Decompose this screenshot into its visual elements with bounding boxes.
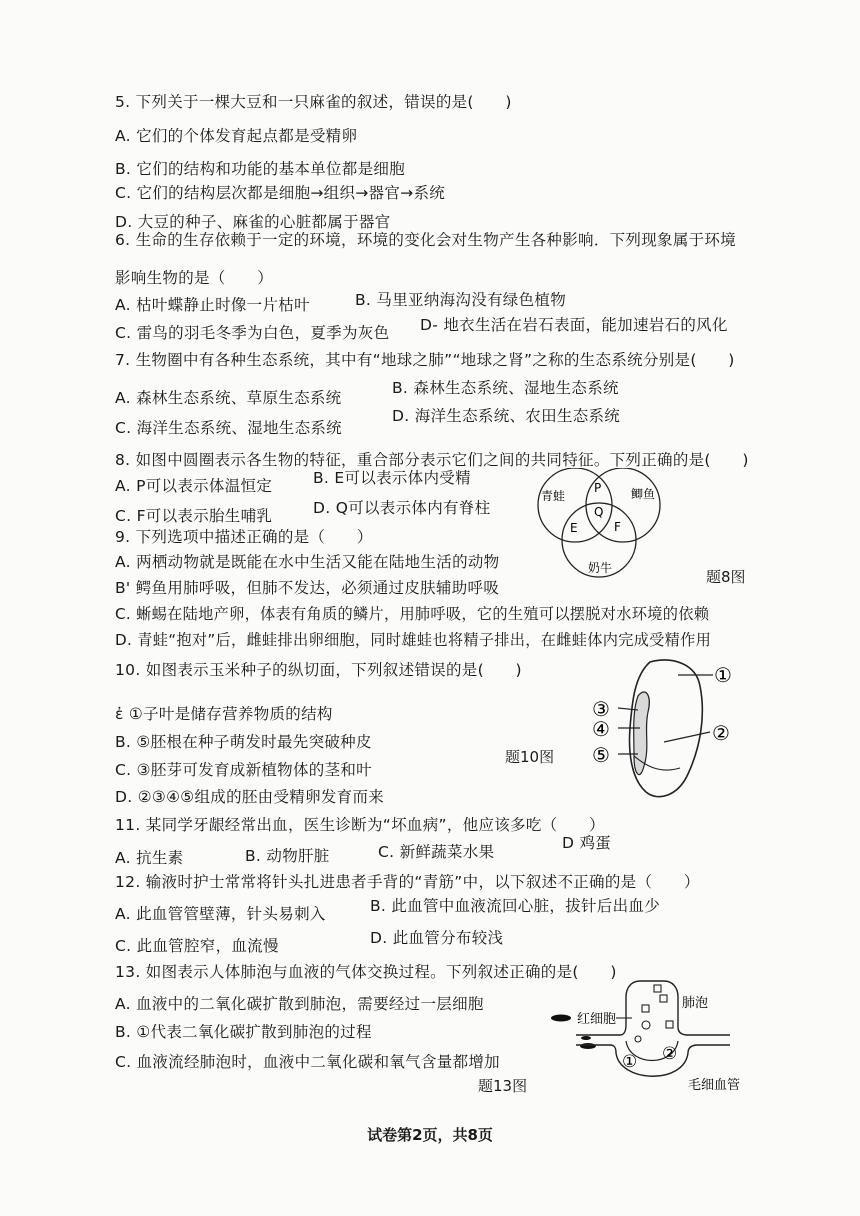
q7-stem: 7. 生物圈中有各种生态系统，其中有“地球之肺”“地球之肾”之称的生态系统分别是( ) bbox=[115, 351, 735, 369]
venn-label-cow: 奶牛 bbox=[588, 561, 613, 575]
q6-option-b: B. 马里亚纳海沟没有绿色植物 bbox=[355, 291, 566, 309]
figure-13-caption: 题13图 bbox=[478, 1077, 528, 1095]
q9-option-a: A. 两栖动物就是既能在水中生活又能在陆地生活的动物 bbox=[115, 553, 500, 571]
q5-stem: 5. 下列关于一棵大豆和一只麻雀的叙述，错误的是( ) bbox=[115, 93, 512, 111]
q12-option-d: D. 此血管分布较浅 bbox=[370, 929, 504, 947]
rbc-top bbox=[551, 1015, 571, 1022]
q6-stem-line2: 影响生物的是（ ） bbox=[115, 269, 274, 287]
q13-option-b: B. ①代表二氧化碳扩散到肺泡的过程 bbox=[115, 1023, 372, 1041]
seed-label-1: ① bbox=[714, 663, 732, 687]
q7-option-a: A. 森林生态系统、草原生态系统 bbox=[115, 389, 342, 407]
q5-option-a: A. 它们的个体发育起点都是受精卵 bbox=[115, 127, 358, 145]
q8-option-a: A. P可以表示体温恒定 bbox=[115, 477, 273, 495]
q6-option-c: C. 雷鸟的羽毛冬季为白色，夏季为灰色 bbox=[115, 324, 390, 342]
figure-8-caption: 题8图 bbox=[706, 568, 746, 586]
q5-option-c: C. 它们的结构层次都是细胞→组织→器官→系统 bbox=[115, 184, 446, 202]
q12-stem: 12. 输液时护士常常将针头扎进患者手背的“青筋”中，以下叙述不正确的是（ ） bbox=[115, 873, 700, 891]
page-footer: 试卷第2页，共8页 bbox=[367, 1126, 493, 1144]
q6-stem-line1: 6. 生命的生存依赖于一定的环境，环境的变化会对生物产生各种影响．下列现象属于环境 bbox=[115, 231, 737, 249]
q5-option-d: D. 大豆的种子、麻雀的心脏都属于器官 bbox=[115, 213, 391, 231]
seed-label-3: ③ bbox=[592, 697, 610, 721]
q11-stem: 11. 某同学牙龈经常出血，医生诊断为“坏血病”，他应该多吃（ ） bbox=[115, 816, 605, 834]
venn-label-frog: 青蛙 bbox=[541, 489, 566, 503]
q13-option-a: A. 血液中的二氧化碳扩散到肺泡，需要经过一层细胞 bbox=[115, 995, 484, 1013]
q8-stem: 8. 如图中圆圈表示各生物的特征，重合部分表示它们之间的共同特征。下列正确的是( ) bbox=[115, 451, 749, 469]
seed-label-5: ⑤ bbox=[592, 743, 610, 767]
q9-stem: 9. 下列选项中描述正确的是（ ） bbox=[115, 528, 373, 546]
rbc-left bbox=[580, 1043, 596, 1049]
venn-label-p: P bbox=[594, 481, 602, 495]
q6-option-d: D- 地衣生活在岩石表面，能加速岩石的风化 bbox=[420, 316, 728, 334]
q10-option-a: ἐ ①子叶是储存营养物质的结构 bbox=[115, 705, 333, 723]
q9-option-c: C. 蜥蜴在陆地产卵，体表有角质的鳞片，用肺呼吸，它的生殖可以摆脱对水环境的依赖 bbox=[115, 605, 710, 623]
q11-option-c: C. 新鲜蔬菜水果 bbox=[378, 843, 495, 861]
venn-label-q: Q bbox=[594, 505, 604, 519]
figure-10-caption: 题10图 bbox=[505, 748, 555, 766]
q10-option-d: D. ②③④⑤组成的胚由受精卵发育而来 bbox=[115, 788, 385, 806]
q5-option-b: B. 它们的结构和功能的基本单位都是细胞 bbox=[115, 160, 405, 178]
q13-option-c: C. 血液流经肺泡时，血液中二氧化碳和氧气含量都增加 bbox=[115, 1053, 500, 1071]
venn-diagram bbox=[528, 468, 678, 578]
q9-option-b: B' 鳄鱼用肺呼吸，但肺不发达，必须通过皮肤辅助呼吸 bbox=[115, 579, 500, 597]
corn-seed-diagram bbox=[588, 656, 748, 806]
q11-option-a: A. 抗生素 bbox=[115, 849, 184, 867]
seed-label-4: ④ bbox=[592, 717, 610, 741]
rbc-label: 红细胞 bbox=[577, 1012, 617, 1027]
alveolus-label: 肺泡 bbox=[682, 996, 709, 1011]
alv-label-1: ① bbox=[622, 1052, 638, 1072]
venn-label-crucian: 鲫鱼 bbox=[631, 487, 656, 501]
venn-label-e: E bbox=[570, 521, 578, 535]
q8-option-d: D. Q可以表示体内有脊柱 bbox=[313, 499, 491, 517]
q10-stem: 10. 如图表示玉米种子的纵切面，下列叙述错误的是( ) bbox=[115, 661, 522, 679]
q6-option-a: A. 枯叶蝶静止时像一片枯叶 bbox=[115, 296, 310, 314]
seed-label-2: ② bbox=[712, 721, 730, 745]
q10-option-c: C. ③胚芽可发育成新植物体的茎和叶 bbox=[115, 761, 372, 779]
q13-stem: 13. 如图表示人体肺泡与血液的气体交换过程。下列叙述正确的是( ) bbox=[115, 963, 617, 981]
q8-option-b: B. E可以表示体内受精 bbox=[313, 469, 471, 487]
q12-option-c: C. 此血管腔窄，血流慢 bbox=[115, 937, 279, 955]
alveolus-diagram bbox=[540, 975, 780, 1105]
q7-option-c: C. 海洋生态系统、湿地生态系统 bbox=[115, 419, 342, 437]
q8-option-c: C. F可以表示胎生哺乳 bbox=[115, 507, 273, 525]
q7-option-b: B. 森林生态系统、湿地生态系统 bbox=[392, 379, 619, 397]
capillary-label: 毛细血管 bbox=[688, 1078, 741, 1093]
alv-label-2: ② bbox=[662, 1044, 678, 1064]
q9-option-d: D. 青蛙“抱对”后，雌蛙排出卵细胞，同时雄蛙也将精子排出，在雌蛙体内完成受精作用 bbox=[115, 631, 712, 649]
q11-option-b: B. 动物肝脏 bbox=[245, 847, 330, 865]
q12-option-b: B. 此血管中血液流回心脏，拔针后出血少 bbox=[370, 897, 660, 915]
q7-option-d: D. 海洋生态系统、农田生态系统 bbox=[392, 407, 621, 425]
q12-option-a: A. 此血管管壁薄，针头易刺入 bbox=[115, 905, 326, 923]
q10-option-b: B. ⑤胚根在种子萌发时最先突破种皮 bbox=[115, 733, 372, 751]
q11-option-d: D 鸡蛋 bbox=[562, 834, 612, 852]
venn-label-f: F bbox=[614, 520, 621, 534]
